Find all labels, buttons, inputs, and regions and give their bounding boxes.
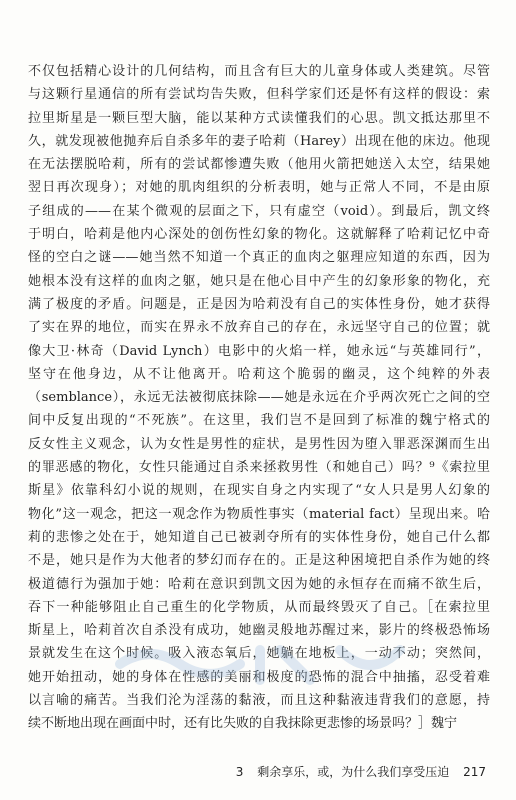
text-line: 斯星》依靠科幻小说的规则，在现实自身之内实现了“女人只是男人幻象的	[28, 483, 490, 499]
text-line: 翌日再次现身）；对她的肌肉组织的分析表明，她与正常人不同，不是由原	[28, 180, 490, 196]
text-line: 像大卫·林奇（David Lynch）电影中的火焰一样，她永远“与英雄同行”，	[28, 343, 490, 359]
text-line: 久，就发现被他抛弃后自杀多年的妻子哈莉（Harey）出现在他的床边。他现	[28, 133, 490, 149]
text-line: 她根本没有这样的血肉之躯，她只是在他心目中产生的幻象形象的物化，充	[28, 273, 490, 289]
text-line: （semblance），永远无法被彻底抹除——她是永远在介乎两次死亡之间的空	[28, 390, 490, 406]
text-line: 不是，她只是作为大他者的梦幻而存在的。正是这种困境把自杀作为她的终	[28, 553, 490, 569]
text-line: 子组成的——在某个微观的层面之下，只有虚空（void）。到最后，凯文终	[28, 203, 490, 219]
text-line: 于明白，哈莉是他内心深处的创伤性幻象的物化。这就解释了哈莉记忆中奇	[28, 227, 490, 243]
text-line: 拉里斯星是一颗巨型大脑，能以某种方式读懂我们的心思。凯文抵达那里不	[28, 110, 490, 126]
text-line: 怪的空白之谜——她当然不知道一个真正的血肉之躯理应知道的东西，因为	[28, 250, 490, 266]
text-line: 的罪恶感的物化，女性只能通过自杀来拯救男性（和她自己）吗？⁹《索拉里	[28, 460, 490, 476]
text-line: 了实在界的地位，而实在界永不放弃自己的存在，永远坚守自己的位置；就	[28, 320, 490, 336]
text-line: 反女性主义观念，认为女性是男性的症状，是男性因为堕入罪恶深渊而生出	[28, 436, 490, 452]
chapter-number: 3	[235, 765, 244, 779]
text-line: 满了极度的矛盾。问题是，正是因为哈莉没有自己的实体性身份，她才获得	[28, 296, 490, 312]
body-text	[28, 60, 490, 736]
text-line: 间中反复出现的“不死族”。在这里，我们岂不是回到了标准的魏宁格式的	[28, 413, 490, 429]
page-number: 217	[463, 765, 486, 779]
text-line: 物化”这一观念，把这一观念作为物质性事实（material fact）呈现出来。哈	[28, 506, 490, 522]
text-line: 极道德行为强加于她：哈莉在意识到凯文因为她的永恒存在而痛不欲生后，	[28, 576, 490, 592]
text-line: 以言喻的痛苦。当我们沦为淫荡的黏液，而且这种黏液违背我们的意愿，持	[28, 693, 490, 709]
text-line: 在无法摆脱哈莉，所有的尝试都惨遭失败（他用火箭把她送入太空，结果她	[28, 157, 490, 173]
text-line: 不仅包括精心设计的几何结构，而且含有巨大的儿童身体或人类建筑。尽管	[28, 64, 490, 79]
page-footer	[226, 763, 486, 780]
text-line: 续不断地出现在画面中时，还有比失败的自我抹除更悲惨的场景吗？］魏宁	[28, 716, 458, 732]
text-line: 与这颗行星通信的所有尝试均告失败，但科学家们还是怀有这样的假设：索	[28, 87, 490, 103]
text-line: 坚守在他身边，从不让他离开。哈莉这个脆弱的幽灵，这个纯粹的外表	[28, 366, 490, 382]
text-line: 吞下一种能够阻止自己重生的化学物质，从而最终毁灭了自己。［在索拉里	[28, 599, 490, 615]
text-line: 景就发生在这个时候。吸入液态氧后，她躺在地板上，一动不动；突然间，	[28, 646, 490, 662]
text-line: 莉的悲惨之处在于，她知道自己已被剥夺所有的实体性身份，她自己什么都	[28, 529, 490, 545]
chapter-title: 剩余享乐，或，为什么我们享受压迫	[257, 765, 450, 779]
text-line: 斯星上，哈莉首次自杀没有成功，她幽灵般地苏醒过来，影片的终极恐怖场	[28, 623, 490, 639]
text-line: 她开始扭动，她的身体在性感的美丽和极度的恐怖的混合中抽搐，忍受着难	[28, 669, 490, 685]
